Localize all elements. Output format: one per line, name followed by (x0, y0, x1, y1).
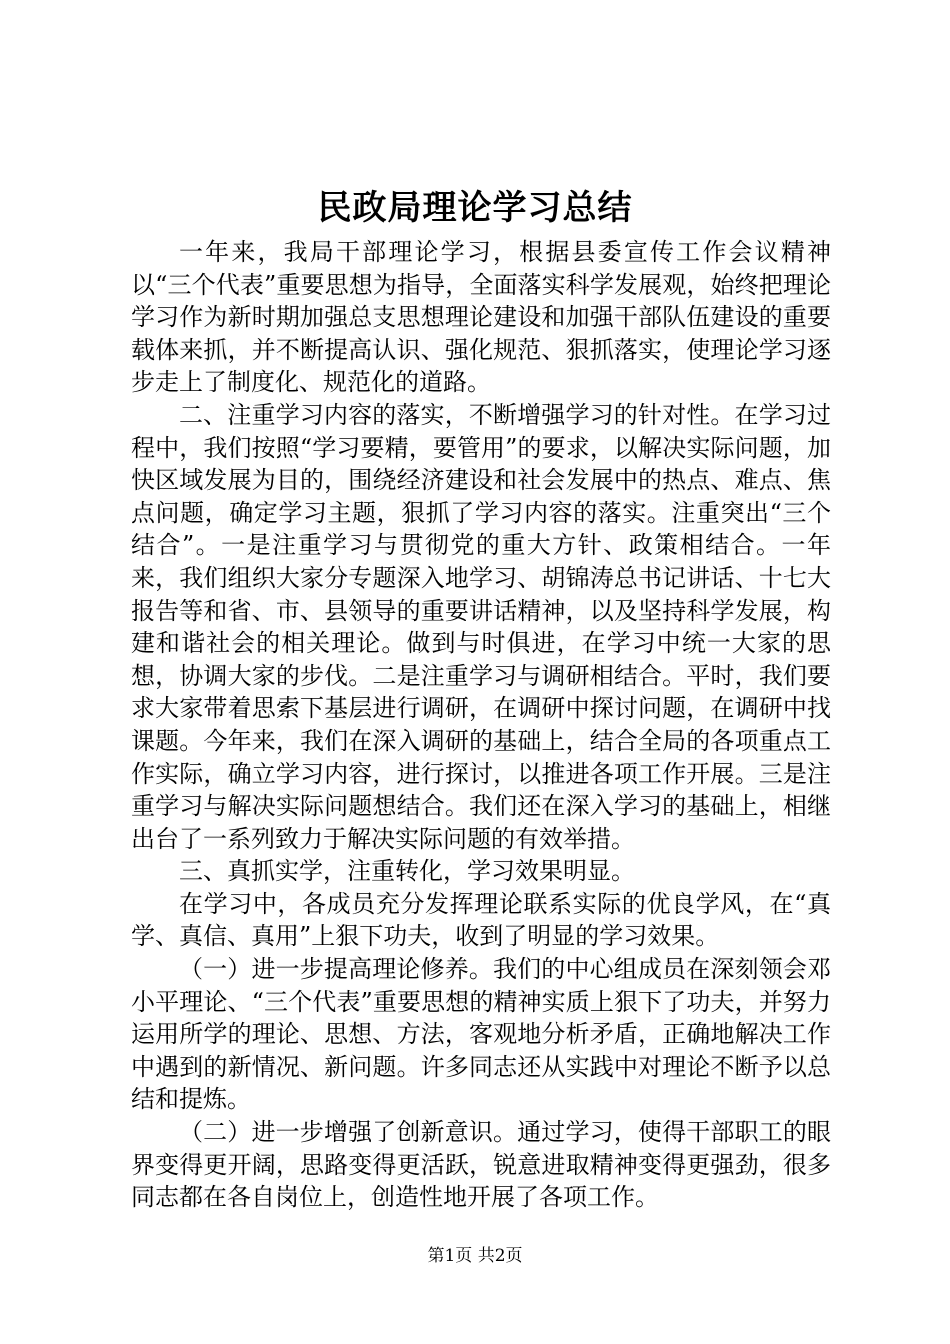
paragraph: （二）进一步增强了创新意识。通过学习，使得干部职工的眼界变得更开阔，思路变得更活跃，锐意进取精神变得更强劲，很多同志都在各自岗位上，创造性地开展了各项工作。 (131, 1118, 831, 1212)
paragraph: 二、注重学习内容的落实，不断增强学习的针对性。在学习过程中，我们按照“学习要精，要管用”的要求，以解决实际问题，加快区域发展为目的，围绕经济建设和社会发展中的热点、难点、焦点问题，确定学习主题，狠抓了学习内容的落实。注重突出“三个结合”。一是注重学习与贯彻党的重大方针、政策相结合。一年来，我们组织大家分专题深入地学习、胡锦涛总书记讲话、十七大报告等和省、市、县领导的重要讲话精神，以及坚持科学发展，构建和谐社会的相关理论。做到与时俱进，在学习中统一大家的思想，协调大家的步伐。二是注重学习与调研相结合。平时，我们要求大家带着思索下基层进行调研，在调研中探讨问题，在调研中找课题。今年来，我们在深入调研的基础上，结合全局的各项重点工作实际，确立学习内容，进行探讨，以推进各项工作开展。三是注重学习与解决实际问题想结合。我们还在深入学习的基础上，相继出台了一系列致力于解决实际问题的有效举措。 (131, 400, 831, 853)
document-body (131, 236, 831, 1214)
document-title: 民政局理论学习总结 (317, 188, 633, 228)
paragraph: （一）进一步提高理论修养。我们的中心组成员在深刻领会邓小平理论、“三个代表”重要思想的精神实质上狠下了功夫，并努力运用所学的理论、思想、方法，客观地分析矛盾，正确地解决工作中遇到的新情况、新问题。许多同志还从实践中对理论不断予以总结和提炼。 (131, 955, 831, 1114)
page-number-footer: 第1页 共2页 (427, 1246, 523, 1266)
paragraph: 一年来，我局干部理论学习，根据县委宣传工作会议精神以“三个代表”重要思想为指导，全面落实科学发展观，始终把理论学习作为新时期加强总支思想理论建设和加强干部队伍建设的重要载体来抓，并不断提高认识、强化规范、狠抓落实，使理论学习逐步走上了制度化、规范化的道路。 (131, 238, 831, 397)
paragraph: 在学习中，各成员充分发挥理论联系实际的优良学风，在“真学、真信、真用”上狠下功夫，收到了明显的学习效果。 (131, 889, 831, 951)
paragraph: 三、真抓实学，注重转化，学习效果明显。 (179, 857, 635, 886)
